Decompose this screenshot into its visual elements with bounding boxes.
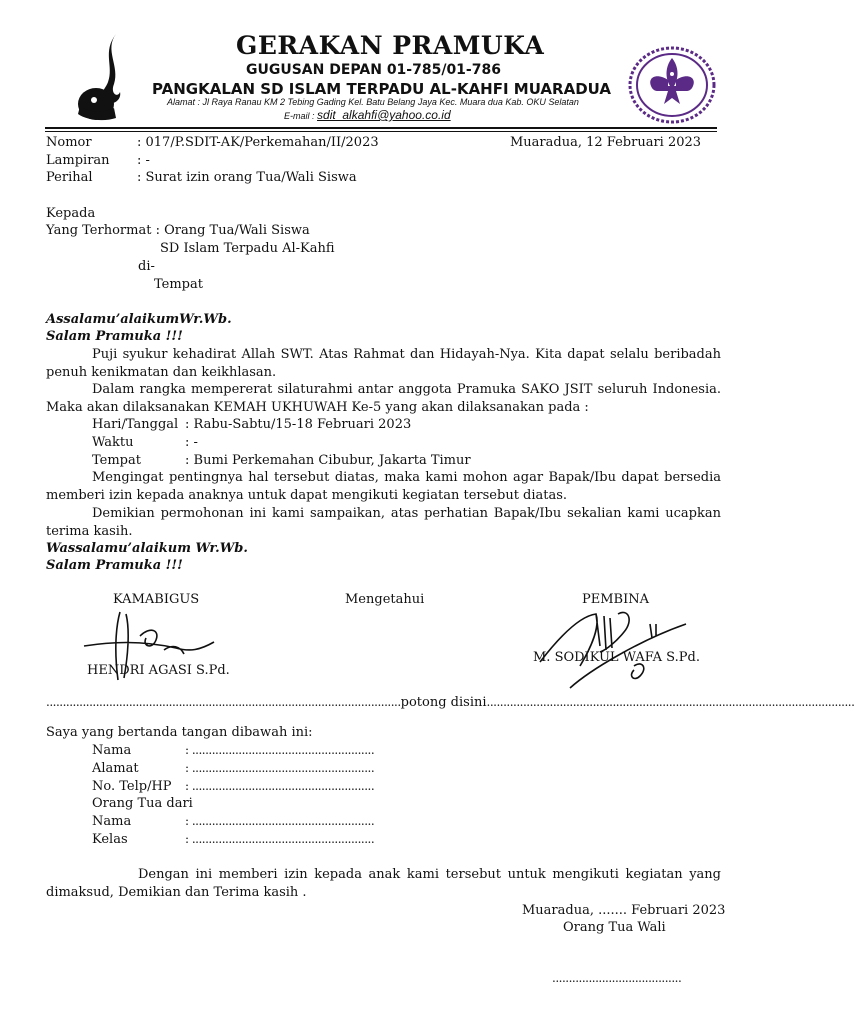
form-nama2-field[interactable]: : ....................................................... xyxy=(185,814,375,828)
org-title: GERAKAN PRAMUKA xyxy=(236,31,545,60)
kamabigus-name: HENDRI AGASI S.Pd. xyxy=(87,663,230,678)
email-link[interactable]: sdit_alkahfi@yahoo.co.id xyxy=(317,108,451,122)
closing-salam: Wassalamu’alaikum Wr.Wb. xyxy=(46,541,248,556)
form-ortu-label: Orang Tua dari xyxy=(92,796,193,811)
school-name: PANGKALAN SD ISLAM TERPADU AL-KAHFI MUARADUA xyxy=(152,80,611,98)
form-signature-line[interactable]: ....................................... xyxy=(552,971,682,985)
cut-label: potong disini xyxy=(400,695,487,710)
paragraph-3-text: Mengingat pentingnya hal tersebut diatas, maka kami mohon agar Bapak/Ibu dapat bersedia memberi izin kepada anaknya untuk dapat mengikuti kegiatan tersebut diatas. xyxy=(46,470,721,503)
greeting: Assalamu’alaikumWr.Wb. xyxy=(46,312,232,327)
tempat-line: Tempat xyxy=(154,277,203,292)
form-alamat-label: Alamat xyxy=(92,761,139,776)
kepada: Kepada xyxy=(46,206,96,221)
perihal-value: : Surat izin orang Tua/Wali Siswa xyxy=(137,170,357,185)
lampiran-label: Lampiran xyxy=(46,153,110,168)
form-nama-field[interactable]: : ....................................................... xyxy=(185,743,375,757)
school-address: Alamat : Jl Raya Ranau KM 2 Tebing Gading Kel. Batu Belang Jaya Kec. Muara dua Kab. OKU Selatan xyxy=(167,97,579,107)
form-statement xyxy=(46,866,721,901)
paragraph-2-text: Dalam rangka mempererat silaturahmi antar anggota Pramuka SAKO JSIT seluruh Indonesia. Maka akan dilaksanakan KEMAH UKHUWAH Ke-5 yang akan dilaksanakan pada : xyxy=(46,382,721,415)
di-line: di- xyxy=(138,259,155,274)
nomor-label: Nomor xyxy=(46,135,92,150)
header-rule-thin xyxy=(45,131,717,132)
hari-label: Hari/Tanggal xyxy=(92,417,179,432)
form-kelas-label: Kelas xyxy=(92,832,128,847)
form-signer-title: Orang Tua Wali xyxy=(563,920,666,935)
closing-pramuka: Salam Pramuka !!! xyxy=(46,558,183,573)
paragraph-1 xyxy=(46,346,721,381)
lampiran-value: : - xyxy=(137,153,150,168)
paragraph-4 xyxy=(46,505,721,540)
recipient-line: Yang Terhormat : Orang Tua/Wali Siswa xyxy=(46,223,310,238)
paragraph-3 xyxy=(46,469,721,504)
paragraph-2 xyxy=(46,381,721,416)
header-rule-thick xyxy=(45,127,717,129)
kamabigus-title: KAMABIGUS xyxy=(113,592,200,607)
nomor-value: : 017/P.SDIT-AK/Perkemahan/II/2023 xyxy=(137,135,379,150)
perihal-label: Perihal xyxy=(46,170,93,185)
pembina-title: PEMBINA xyxy=(582,592,649,607)
cut-line xyxy=(46,694,854,711)
form-nama-label: Nama xyxy=(92,743,132,758)
greeting-pramuka: Salam Pramuka !!! xyxy=(46,329,183,344)
form-kelas-field[interactable]: : ....................................................... xyxy=(185,832,375,846)
form-statement-text: Dengan ini memberi izin kepada anak kami tersebut untuk mengikuti kegiatan yang dimaksud, Demikian dan Terima kasih . xyxy=(46,867,721,900)
waktu-label: Waktu xyxy=(92,435,134,450)
mengetahui-label: Mengetahui xyxy=(345,592,425,607)
gudep-number: GUGUSAN DEPAN 01-785/01-786 xyxy=(246,62,501,78)
form-date: Muaradua, ....... Februari 2023 xyxy=(522,903,726,918)
email-label: E-mail : xyxy=(284,111,315,121)
form-telp-field[interactable]: : ....................................................... xyxy=(185,779,375,793)
paragraph-1-text: Puji syukur kehadirat Allah SWT. Atas Rahmat dan Hidayah-Nya. Kita dapat selalu beribadah penuh kenikmatan dan keikhlasan. xyxy=(46,347,721,380)
form-intro: Saya yang bertanda tangan dibawah ini: xyxy=(46,725,313,740)
hari-value: : Rabu-Sabtu/15-18 Februari 2023 xyxy=(185,417,412,432)
tempat-value: : Bumi Perkemahan Cibubur, Jakarta Timur xyxy=(185,453,471,468)
scout-emblem-icon xyxy=(628,46,716,124)
tempat-label: Tempat xyxy=(92,453,141,468)
pembina-name: M. SODIKUL WAFA S.Pd. xyxy=(533,650,700,665)
recipient-school: SD Islam Terpadu Al-Kahfi xyxy=(160,241,335,256)
paragraph-4-text: Demikian permohonan ini kami sampaikan, atas perhatian Bapak/Ibu sekalian kami ucapkan terima kasih. xyxy=(46,506,721,539)
wing-logo-icon xyxy=(74,32,134,124)
form-alamat-field[interactable]: : ....................................................... xyxy=(185,761,375,775)
cut-dots-right: ............................................................................................................... xyxy=(486,695,854,709)
cut-dots-left: ........................................................................................................... xyxy=(46,695,401,709)
form-telp-label: No. Telp/HP xyxy=(92,779,172,794)
email-line xyxy=(284,108,451,122)
waktu-value: : - xyxy=(185,435,198,450)
form-nama2-label: Nama xyxy=(92,814,132,829)
letter-date: Muaradua, 12 Februari 2023 xyxy=(510,135,702,150)
